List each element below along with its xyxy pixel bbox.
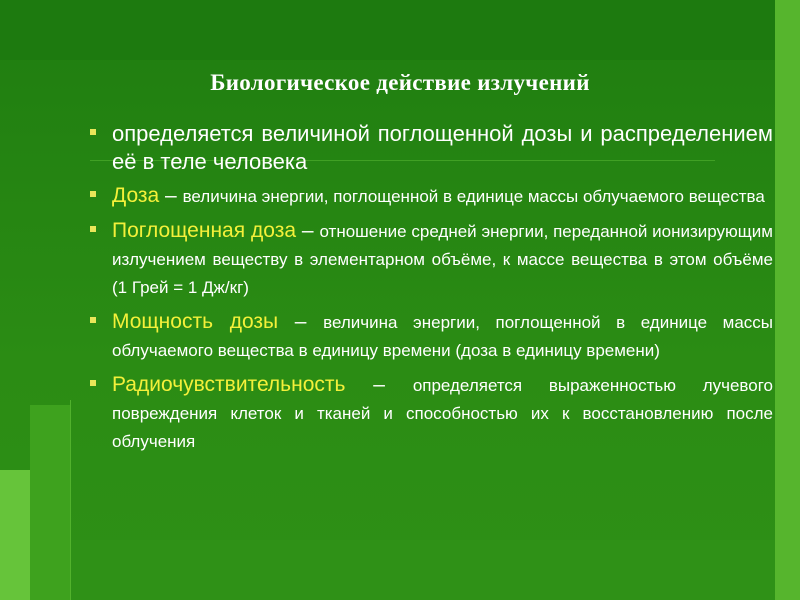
bullet-term: Радиочувствительность xyxy=(112,373,346,396)
bullet-dash: – xyxy=(159,184,183,207)
bullet-text-block xyxy=(112,182,773,211)
square-bullet-icon xyxy=(90,317,96,323)
bullet-dash: – xyxy=(345,373,413,396)
bullet-term: Поглощенная доза xyxy=(112,219,296,242)
bullet-item xyxy=(88,371,773,456)
bullet-text: отношение средней энергии, переданной ионизирующим излучением веществу в элементарном объёме, к массе вещества в этом объёме (1 Грей = 1 Дж/кг) xyxy=(112,222,773,297)
square-bullet-icon xyxy=(90,191,96,197)
vertical-line-decoration xyxy=(70,400,71,600)
bullet-text: величина энергии, поглощенной в единице массы облучаемого вещества xyxy=(182,187,765,206)
bullet-text-block xyxy=(112,217,773,302)
bottom-left-decoration xyxy=(0,470,30,600)
bullet-item xyxy=(88,217,773,302)
bullet-term: Мощность дозы xyxy=(112,310,279,333)
bullet-text-block xyxy=(112,120,773,176)
bullet-text-block xyxy=(112,371,773,456)
bottom-panel-decoration xyxy=(30,405,70,600)
bullet-text: определяется величиной поглощенной дозы и распределением её в теле человека xyxy=(112,121,773,174)
slide-title: Биологическое действие излучений xyxy=(210,70,590,95)
top-band-decoration xyxy=(0,0,800,60)
lower-block-decoration xyxy=(70,540,775,600)
bullet-term: Доза xyxy=(112,184,160,207)
square-bullet-icon xyxy=(90,380,96,386)
square-bullet-icon xyxy=(90,129,96,135)
bullet-text-block xyxy=(112,308,773,365)
bullet-dash: – xyxy=(278,310,324,333)
bullet-dash: – xyxy=(296,219,320,242)
bullet-item xyxy=(88,182,773,211)
bullet-item xyxy=(88,120,773,176)
square-bullet-icon xyxy=(90,226,96,232)
bullet-text: определяется выраженностью лучевого повреждения клеток и тканей и способностью их к восстановлению после облучения xyxy=(112,376,773,451)
bullet-text: величина энергии, поглощенной в единице массы облучаемого вещества в единицу времени (доза в единицу времени) xyxy=(112,313,773,360)
bullet-item xyxy=(88,308,773,365)
bullet-list xyxy=(88,120,773,462)
